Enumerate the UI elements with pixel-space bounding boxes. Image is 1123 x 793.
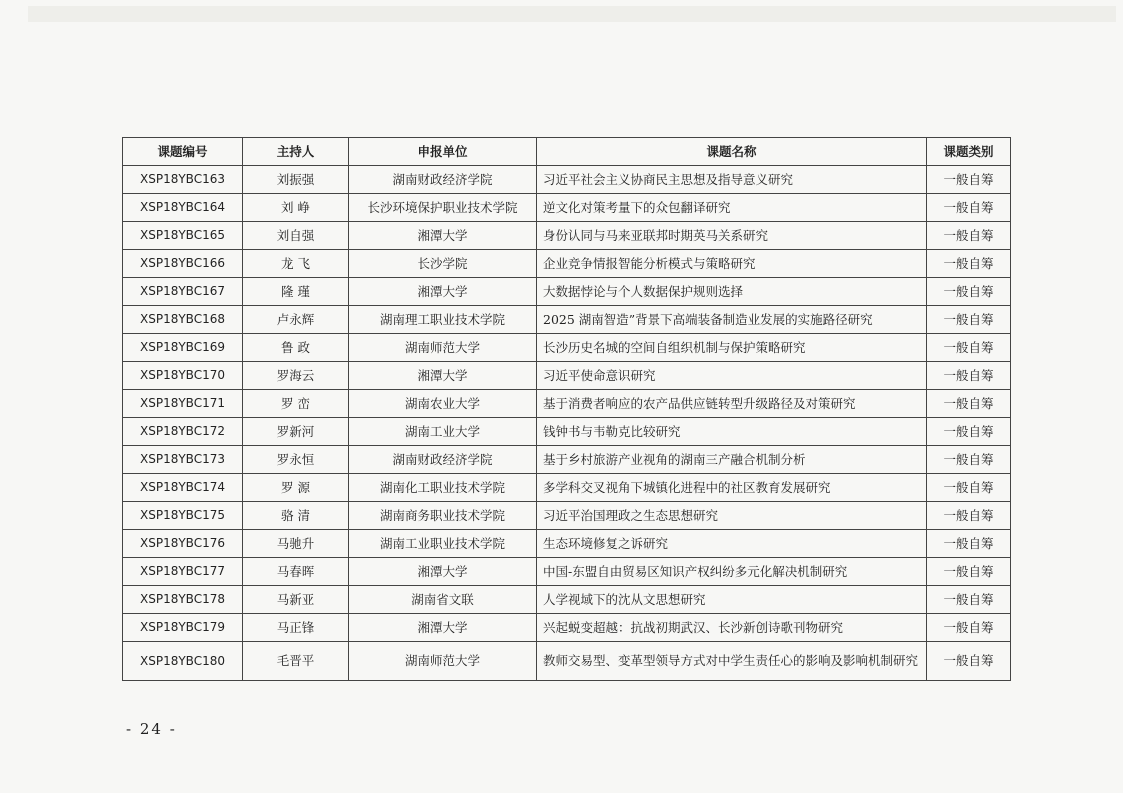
cell-project-type: 一般自筹	[927, 474, 1011, 502]
cell-host: 刘自强	[243, 222, 349, 250]
cell-host: 罗新河	[243, 418, 349, 446]
table-row	[123, 614, 1011, 642]
table-row	[123, 306, 1011, 334]
cell-unit: 湖南省文联	[349, 586, 537, 614]
header-project-code: 课题编号	[123, 138, 243, 166]
cell-project-title: 生态环境修复之诉研究	[537, 530, 927, 558]
cell-unit: 湘潭大学	[349, 558, 537, 586]
cell-unit: 长沙环境保护职业技术学院	[349, 194, 537, 222]
cell-project-code: XSP18YBC163	[123, 166, 243, 194]
cell-host: 毛晋平	[243, 642, 349, 681]
cell-unit: 湖南工业职业技术学院	[349, 530, 537, 558]
table-row	[123, 446, 1011, 474]
cell-project-type: 一般自筹	[927, 278, 1011, 306]
table-row	[123, 390, 1011, 418]
cell-host: 隆 瑾	[243, 278, 349, 306]
cell-project-type: 一般自筹	[927, 194, 1011, 222]
table-row	[123, 166, 1011, 194]
cell-project-title: 身份认同与马来亚联邦时期英马关系研究	[537, 222, 927, 250]
cell-project-title: 基于消费者响应的农产品供应链转型升级路径及对策研究	[537, 390, 927, 418]
table-row	[123, 530, 1011, 558]
table-row	[123, 558, 1011, 586]
cell-project-code: XSP18YBC166	[123, 250, 243, 278]
cell-host: 龙 飞	[243, 250, 349, 278]
table-row	[123, 418, 1011, 446]
table-row	[123, 222, 1011, 250]
cell-project-title: 钱钟书与韦勒克比较研究	[537, 418, 927, 446]
cell-project-code: XSP18YBC167	[123, 278, 243, 306]
cell-host: 刘 峥	[243, 194, 349, 222]
cell-project-type: 一般自筹	[927, 586, 1011, 614]
cell-project-type: 一般自筹	[927, 306, 1011, 334]
cell-unit: 湘潭大学	[349, 278, 537, 306]
cell-host: 罗永恒	[243, 446, 349, 474]
cell-project-code: XSP18YBC165	[123, 222, 243, 250]
cell-host: 刘振强	[243, 166, 349, 194]
table-row	[123, 362, 1011, 390]
cell-project-code: XSP18YBC176	[123, 530, 243, 558]
cell-unit: 湘潭大学	[349, 362, 537, 390]
table-row	[123, 278, 1011, 306]
cell-project-title: 多学科交叉视角下城镇化进程中的社区教育发展研究	[537, 474, 927, 502]
header-project-type: 课题类别	[927, 138, 1011, 166]
cell-project-code: XSP18YBC180	[123, 642, 243, 681]
cell-project-title: 习近平治国理政之生态思想研究	[537, 502, 927, 530]
table-row	[123, 250, 1011, 278]
cell-host: 马新亚	[243, 586, 349, 614]
cell-project-title: 习近平社会主义协商民主思想及指导意义研究	[537, 166, 927, 194]
cell-project-code: XSP18YBC170	[123, 362, 243, 390]
table-row	[123, 502, 1011, 530]
cell-project-code: XSP18YBC179	[123, 614, 243, 642]
project-table	[122, 137, 1011, 681]
cell-project-title: 兴起蜕变超越：抗战初期武汉、长沙新创诗歌刊物研究	[537, 614, 927, 642]
table-row	[123, 474, 1011, 502]
cell-project-title: 人学视域下的沈从文思想研究	[537, 586, 927, 614]
cell-project-type: 一般自筹	[927, 362, 1011, 390]
cell-host: 马春晖	[243, 558, 349, 586]
cell-unit: 湘潭大学	[349, 614, 537, 642]
cell-unit: 湖南财政经济学院	[349, 166, 537, 194]
cell-project-type: 一般自筹	[927, 222, 1011, 250]
table-row	[123, 334, 1011, 362]
cell-project-code: XSP18YBC175	[123, 502, 243, 530]
cell-project-code: XSP18YBC173	[123, 446, 243, 474]
cell-project-type: 一般自筹	[927, 558, 1011, 586]
cell-project-type: 一般自筹	[927, 334, 1011, 362]
cell-project-title: 企业竞争情报智能分析模式与策略研究	[537, 250, 927, 278]
cell-project-code: XSP18YBC172	[123, 418, 243, 446]
cell-project-type: 一般自筹	[927, 530, 1011, 558]
cell-unit: 湖南师范大学	[349, 642, 537, 681]
cell-project-type: 一般自筹	[927, 166, 1011, 194]
cell-project-title: 大数据悖论与个人数据保护规则选择	[537, 278, 927, 306]
cell-project-code: XSP18YBC177	[123, 558, 243, 586]
header-unit: 申报单位	[349, 138, 537, 166]
cell-host: 马正锋	[243, 614, 349, 642]
cell-unit: 湖南商务职业技术学院	[349, 502, 537, 530]
cell-unit: 湖南工业大学	[349, 418, 537, 446]
cell-project-type: 一般自筹	[927, 614, 1011, 642]
cell-project-title: 逆文化对策考量下的众包翻译研究	[537, 194, 927, 222]
header-host: 主持人	[243, 138, 349, 166]
cell-project-code: XSP18YBC171	[123, 390, 243, 418]
table-row	[123, 194, 1011, 222]
cell-unit: 湖南理工职业技术学院	[349, 306, 537, 334]
cell-project-title: 教师交易型、变革型领导方式对中学生责任心的影响及影响机制研究	[537, 642, 927, 681]
cell-host: 鲁 政	[243, 334, 349, 362]
header-project-title: 课题名称	[537, 138, 927, 166]
table-row	[123, 586, 1011, 614]
cell-project-title: 2025 湖南智造”背景下高端装备制造业发展的实施路径研究	[537, 306, 927, 334]
scan-top-band	[28, 6, 1116, 22]
cell-project-type: 一般自筹	[927, 250, 1011, 278]
cell-project-code: XSP18YBC178	[123, 586, 243, 614]
cell-project-title: 长沙历史名城的空间自组织机制与保护策略研究	[537, 334, 927, 362]
cell-project-title: 基于乡村旅游产业视角的湖南三产融合机制分析	[537, 446, 927, 474]
cell-project-code: XSP18YBC174	[123, 474, 243, 502]
cell-project-title: 中国-东盟自由贸易区知识产权纠纷多元化解决机制研究	[537, 558, 927, 586]
cell-project-code: XSP18YBC164	[123, 194, 243, 222]
cell-project-code: XSP18YBC169	[123, 334, 243, 362]
cell-unit: 湖南化工职业技术学院	[349, 474, 537, 502]
cell-host: 罗海云	[243, 362, 349, 390]
table-row	[123, 642, 1011, 681]
cell-host: 骆 清	[243, 502, 349, 530]
table-header-row	[123, 138, 1011, 166]
cell-project-type: 一般自筹	[927, 446, 1011, 474]
cell-host: 马驰升	[243, 530, 349, 558]
cell-host: 罗 峦	[243, 390, 349, 418]
cell-project-title: 习近平使命意识研究	[537, 362, 927, 390]
cell-project-code: XSP18YBC168	[123, 306, 243, 334]
cell-unit: 长沙学院	[349, 250, 537, 278]
cell-unit: 湖南财政经济学院	[349, 446, 537, 474]
cell-unit: 湘潭大学	[349, 222, 537, 250]
cell-unit: 湖南农业大学	[349, 390, 537, 418]
cell-project-type: 一般自筹	[927, 642, 1011, 681]
cell-project-type: 一般自筹	[927, 418, 1011, 446]
page-number: - 24 -	[126, 720, 177, 738]
cell-host: 卢永辉	[243, 306, 349, 334]
cell-project-type: 一般自筹	[927, 502, 1011, 530]
cell-unit: 湖南师范大学	[349, 334, 537, 362]
cell-host: 罗 源	[243, 474, 349, 502]
cell-project-type: 一般自筹	[927, 390, 1011, 418]
